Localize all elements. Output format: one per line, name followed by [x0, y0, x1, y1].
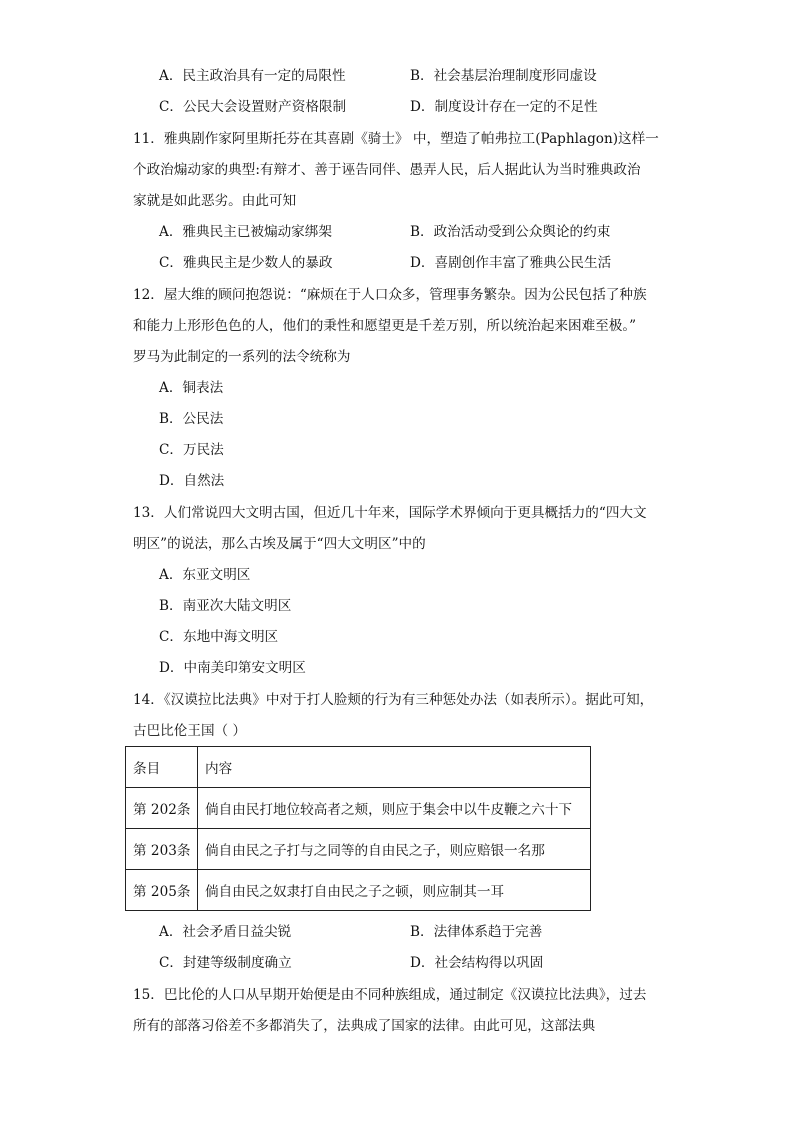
- q15-stem-line-1: 15．巴比伦的人口从早期开始便是由不同种族组成，通过制定《汉谟拉比法典》，过去: [133, 987, 647, 1003]
- q13-option-c: C．东地中海文明区: [159, 629, 279, 645]
- q14-option-b: B．法律体系趋于完善: [410, 924, 543, 940]
- table-cell-content: 倘自由民之子打与之同等的自由民之子，则应赔银一名那: [198, 829, 591, 870]
- q11-option-a: A．雅典民主已被煽动家绑架: [159, 224, 332, 240]
- table-header-cell: 条目: [126, 747, 198, 788]
- law-table: [125, 746, 591, 911]
- q10-option-c: C．公民大会设置财产资格限制: [159, 99, 347, 115]
- q11-stem-line-1: 11．雅典剧作家阿里斯托芬在其喜剧《骑士》 中，塑造了帕弗拉工(Paphlagon)这样一: [133, 131, 659, 147]
- q13-option-a: A．东亚文明区: [159, 567, 251, 583]
- q13-stem-line-1: 13．人们常说四大文明古国，但近几十年来，国际学术界倾向于更具概括力的“四大文: [133, 505, 647, 521]
- table-cell-article: 第 205条: [126, 870, 198, 911]
- q10-option-b: B．社会基层治理制度形同虚设: [410, 68, 597, 84]
- table-header-row: [126, 747, 591, 788]
- q12-stem-line-1: 12．屋大维的顾问抱怨说：“麻烦在于人口众多，管理事务繁杂。因为公民包括了种族: [133, 287, 647, 303]
- q12-option-b: B．公民法: [159, 411, 224, 427]
- q11-stem-line-2: 个政治煽动家的典型:有辩才、善于诬告同伴、愚弄人民，后人据此认为当时雅典政治: [133, 162, 641, 178]
- q12-option-a: A．铜表法: [159, 380, 224, 396]
- q11-stem-line-3: 家就是如此恶劣。由此可知: [133, 193, 297, 209]
- q13-stem-line-2: 明区”的说法，那么古埃及属于“四大文明区”中的: [133, 536, 426, 552]
- q11-option-c: C．雅典民主是少数人的暴政: [159, 255, 333, 271]
- table-header-cell: 内容: [198, 747, 591, 788]
- q14-option-d: D．社会结构得以巩固: [410, 955, 544, 971]
- q12-option-c: C．万民法: [159, 442, 224, 458]
- q10-option-a: A．民主政治具有一定的局限性: [159, 68, 346, 84]
- q15-stem-line-2: 所有的部落习俗差不多都消失了，法典成了国家的法律。由此可见，这部法典: [133, 1018, 596, 1034]
- q13-option-d: D．中南美印第安文明区: [159, 660, 306, 676]
- q14-stem-line-2: 古巴比伦王国（ ）: [133, 723, 247, 739]
- table-row: [126, 829, 591, 870]
- q14-stem-line-1: 14．《汉谟拉比法典》中对于打人脸颊的行为有三种惩处办法（如表所示）。据此可知，: [133, 692, 654, 708]
- q14-option-c: C．封建等级制度确立: [159, 955, 292, 971]
- table-row: [126, 870, 591, 911]
- q14-option-a: A．社会矛盾日益尖锐: [159, 924, 292, 940]
- table-cell-content: 倘自由民之奴隶打自由民之子之顿，则应制其一耳: [198, 870, 591, 911]
- table-cell-article: 第 203条: [126, 829, 198, 870]
- q12-option-d: D．自然法: [159, 473, 225, 489]
- q12-stem-line-2: 和能力上形形色色的人，他们的秉性和愿望更是千差万别，所以统治起来困难至极。”: [133, 318, 637, 334]
- q12-stem-line-3: 罗马为此制定的一系列的法令统称为: [133, 349, 351, 365]
- table-cell-article: 第 202条: [126, 788, 198, 829]
- q11-option-b: B．政治活动受到公众舆论的约束: [410, 224, 611, 240]
- q10-option-d: D．制度设计存在一定的不足性: [410, 99, 598, 115]
- q11-option-d: D．喜剧创作丰富了雅典公民生活: [410, 255, 612, 271]
- table-cell-content: 倘自由民打地位较高者之颊，则应于集会中以牛皮鞭之六十下: [198, 788, 591, 829]
- table-row: [126, 788, 591, 829]
- q13-option-b: B．南亚次大陆文明区: [159, 598, 292, 614]
